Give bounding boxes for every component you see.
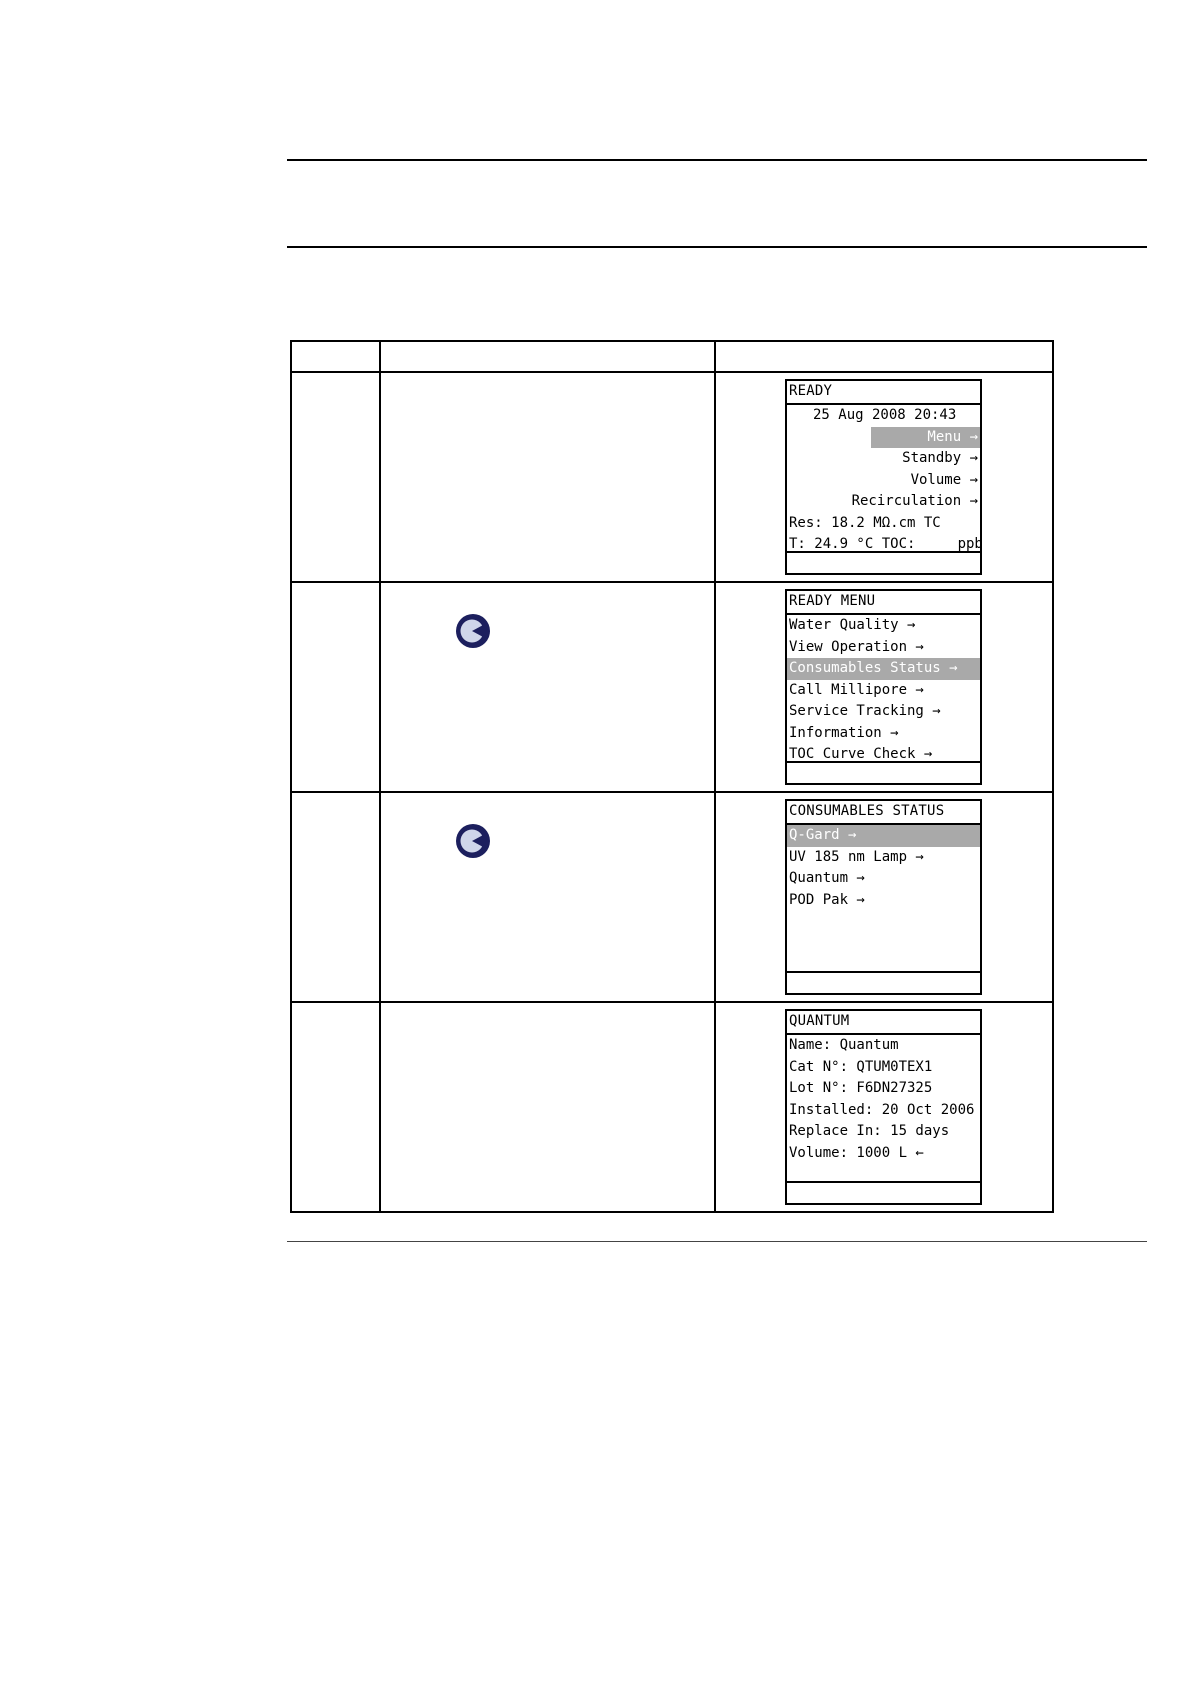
lcd-status-bar-divider — [787, 971, 980, 973]
lcd-menu-item[interactable]: POD Pak → — [789, 891, 865, 908]
procedure-table — [290, 340, 1054, 1213]
lcd-menu-item: Lot N°: F6DN27325 — [789, 1080, 933, 1096]
lcd-status-bar-divider — [787, 1181, 980, 1183]
header-cell-display — [715, 341, 1053, 372]
lcd-screen-consumables-status — [785, 799, 982, 995]
lcd-menu-item: Res: 18.2 MΩ.cm TC — [789, 514, 941, 531]
table-row — [291, 792, 1053, 1002]
lcd-title: QUANTUM — [787, 1011, 980, 1035]
display-cell — [715, 792, 1053, 1002]
lcd-menu-item[interactable]: Water Quality → — [789, 617, 916, 633]
footer-rule — [287, 1241, 1147, 1242]
step-cell — [291, 792, 380, 1002]
lcd-menu-item: T: 24.9 °C TOC: _ _ ppb — [789, 536, 983, 552]
action-cell — [380, 792, 715, 1002]
lcd-title: CONSUMABLES STATUS — [787, 801, 980, 825]
lcd-menu-item: Name: Quantum — [789, 1037, 899, 1053]
action-cell — [380, 372, 715, 582]
lcd-menu-item: Cat N°: QTUM0TEX1 — [789, 1058, 933, 1075]
action-cell — [380, 1002, 715, 1212]
lcd-menu-item: 25 Aug 2008 20:43 — [813, 407, 957, 423]
display-cell — [715, 1002, 1053, 1212]
header-bottom-rule — [287, 246, 1147, 248]
display-cell — [715, 582, 1053, 792]
table-header-row — [291, 341, 1053, 372]
step-cell — [291, 372, 380, 582]
lcd-status-bar-divider — [787, 761, 980, 763]
lcd-menu-item[interactable]: UV 185 nm Lamp → — [789, 848, 924, 865]
action-cell — [380, 582, 715, 792]
table-row — [291, 1002, 1053, 1212]
lcd-screen-quantum — [785, 1009, 982, 1205]
step-cell — [291, 1002, 380, 1212]
lcd-screen-ready — [785, 379, 982, 575]
lcd-menu-item[interactable]: Call Millipore → — [789, 681, 924, 698]
lcd-menu-item[interactable]: Information → — [789, 724, 899, 741]
lcd-menu-item-selected[interactable]: Menu → — [871, 427, 980, 449]
lcd-menu-item-selected[interactable]: Q-Gard → — [787, 825, 980, 847]
header-top-rule — [287, 159, 1147, 161]
display-cell — [715, 372, 1053, 582]
next-arrow-button-icon[interactable] — [455, 823, 491, 859]
lcd-menu-item: Replace In: 15 days — [789, 1123, 950, 1139]
lcd-menu-item[interactable]: View Operation → — [789, 638, 924, 655]
lcd-title: READY MENU — [787, 591, 980, 615]
lcd-menu-item[interactable]: TOC Curve Check → — [789, 746, 933, 762]
lcd-menu-item: Installed: 20 Oct 2006 — [789, 1101, 975, 1118]
step-cell — [291, 582, 380, 792]
lcd-menu-item-selected[interactable]: Consumables Status → — [787, 658, 980, 680]
lcd-menu-item[interactable]: Standby → — [902, 450, 978, 466]
header-cell-action — [380, 341, 715, 372]
lcd-menu-item[interactable]: Recirculation → — [851, 493, 978, 509]
lcd-status-bar-divider — [787, 551, 980, 553]
lcd-menu-item[interactable]: Quantum → — [789, 870, 865, 886]
lcd-screen-ready-menu — [785, 589, 982, 785]
table-row — [291, 582, 1053, 792]
table-row — [291, 372, 1053, 582]
lcd-menu-item[interactable]: Service Tracking → — [789, 703, 941, 719]
lcd-menu-item[interactable]: Volume → — [910, 471, 978, 488]
next-arrow-button-icon[interactable] — [455, 613, 491, 649]
lcd-menu-item[interactable]: Volume: 1000 L ← — [789, 1144, 924, 1161]
header-cell-step — [291, 341, 380, 372]
lcd-title: READY — [787, 381, 980, 405]
